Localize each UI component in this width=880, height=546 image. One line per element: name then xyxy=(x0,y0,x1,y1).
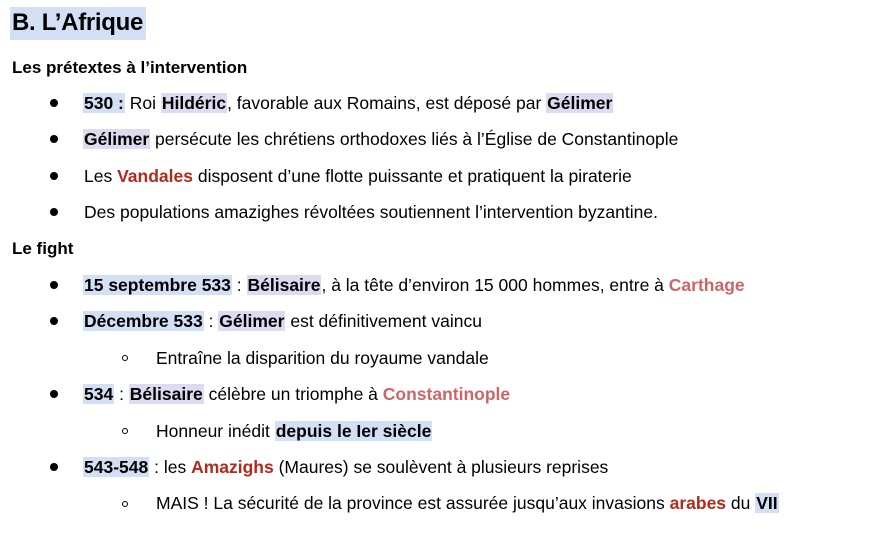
people-name: arabes xyxy=(669,493,727,513)
bullet-icon xyxy=(50,99,58,107)
item-text: célèbre un triomphe à xyxy=(203,384,383,404)
date-highlight: 530 : xyxy=(84,93,124,113)
circle-bullet-icon xyxy=(122,501,128,507)
item-text: Les xyxy=(84,166,118,186)
bullet-icon xyxy=(50,135,58,143)
item-text: : les xyxy=(149,457,192,477)
item-text: : xyxy=(114,384,129,404)
item-text: : xyxy=(231,275,247,295)
sub-item-text: MAIS ! La sécurité de la province est assurée jusqu’aux invasions xyxy=(156,493,670,513)
circle-bullet-icon xyxy=(122,355,128,361)
circle-bullet-icon xyxy=(122,428,128,434)
person-highlight: Bélisaire xyxy=(247,275,321,295)
sub-item-text: du xyxy=(726,493,756,513)
item-text: , à la tête d’environ 15 000 hommes, entre à xyxy=(321,275,669,295)
place-name: Carthage xyxy=(668,275,745,295)
bullet-icon xyxy=(50,172,58,180)
item-text: Roi xyxy=(124,93,161,113)
place-name: Constantinople xyxy=(382,384,511,404)
person-highlight: Gélimer xyxy=(84,129,150,149)
item-text: persécute les chrétiens orthodoxes liés à l’Église de Constantinople xyxy=(150,129,679,149)
bullet-icon xyxy=(50,317,58,325)
item-text: est définitivement vaincu xyxy=(285,311,482,331)
item-text: : xyxy=(203,311,219,331)
bullet-icon xyxy=(50,390,58,398)
person-highlight: Bélisaire xyxy=(129,384,203,404)
century-highlight: VII xyxy=(756,493,778,513)
person-highlight: Gélimer xyxy=(219,311,285,331)
bullet-icon xyxy=(50,463,58,471)
person-highlight: Hildéric xyxy=(161,93,227,113)
item-text: Des populations amazighes révoltées soutiennent l’intervention byzantine. xyxy=(84,202,658,222)
date-highlight: Décembre 533 xyxy=(84,311,203,331)
date-highlight: 15 septembre 533 xyxy=(84,275,231,295)
person-highlight: Gélimer xyxy=(547,93,613,113)
people-name: Vandales xyxy=(117,166,193,186)
item-text: (Maures) se soulèvent à plusieurs reprises xyxy=(273,457,609,477)
date-highlight: 543-548 xyxy=(84,457,149,477)
section-heading: B. L’Afrique xyxy=(10,7,146,40)
item-text: disposent d’une flotte puissante et pratiquent la piraterie xyxy=(192,166,632,186)
sub-item-text: Entraîne la disparition du royaume vandale xyxy=(156,348,489,368)
item-text: , favorable aux Romains, est déposé par xyxy=(227,93,547,113)
people-name: Amazighs xyxy=(191,457,274,477)
subsection-title-fight: Le fight xyxy=(12,239,74,258)
period-highlight: depuis le Ier siècle xyxy=(275,421,432,441)
subsection-title-pretextes: Les prétextes à l’intervention xyxy=(12,58,248,77)
sub-item-text: Honneur inédit xyxy=(156,421,275,441)
bullet-icon xyxy=(50,281,58,289)
bullet-icon xyxy=(50,208,58,216)
date-highlight: 534 xyxy=(84,384,114,404)
